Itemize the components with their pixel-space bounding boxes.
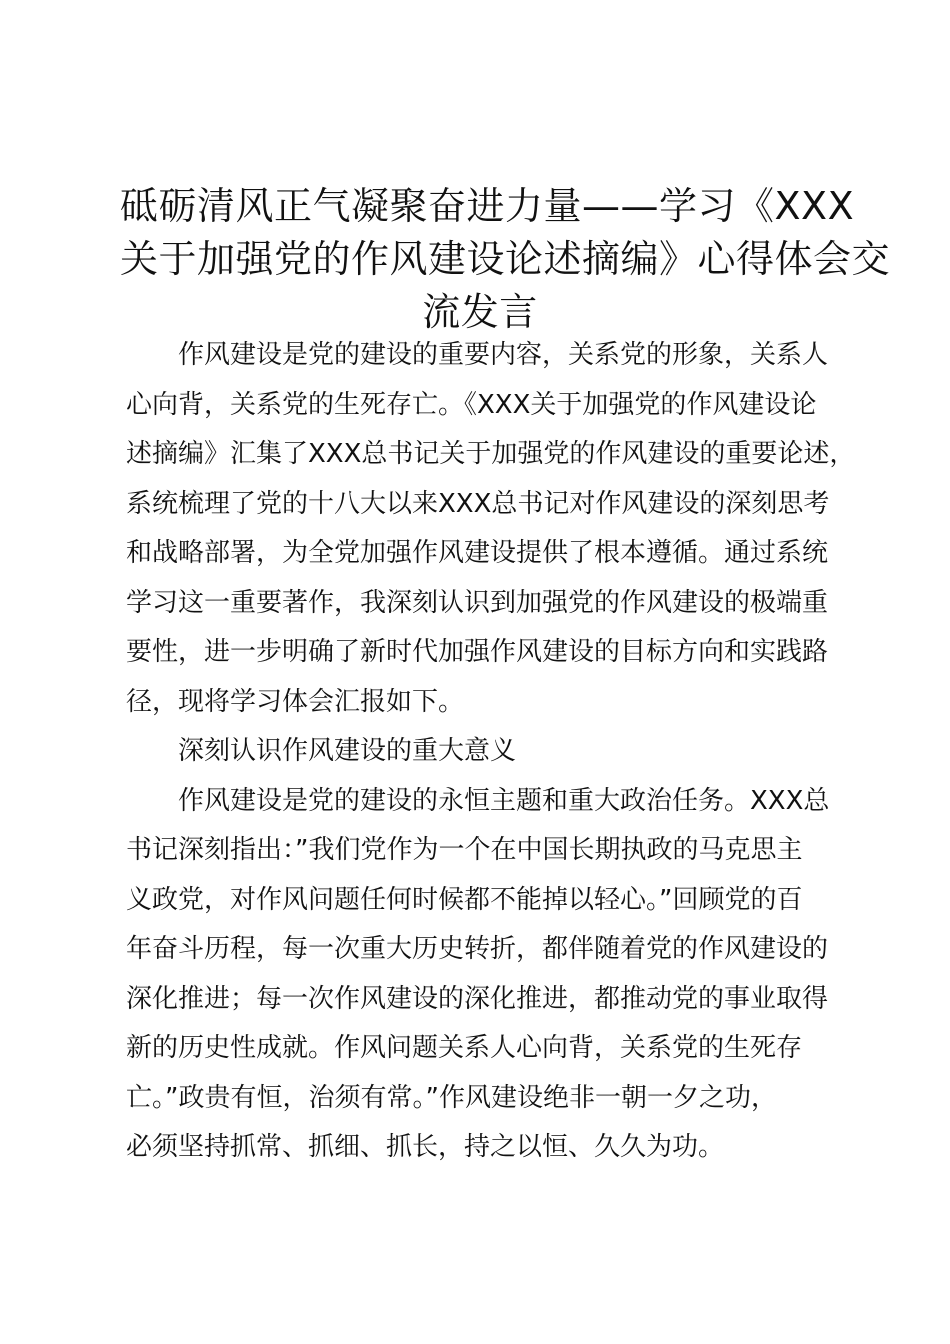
paragraph-line: 义政党，对作风问题任何时候都不能掉以轻心。”回顾党的百 (126, 884, 803, 915)
paragraph-line: 径，现将学习体会汇报如下。 (126, 686, 465, 717)
paragraph-line: 亡。”政贵有恒，治须有常。”作风建设绝非一朝一夕之功， (126, 1082, 777, 1113)
paragraph-line: 年奋斗历程，每一次重大历史转折，都伴随着党的作风建设的 (126, 934, 829, 964)
paragraph-line: 新的历史性成就。作风问题关系人心向背，关系党的生死存 (126, 1033, 803, 1063)
title-line: 流发言 (422, 290, 538, 334)
paragraph-line: 深化推进；每一次作风建设的深化推进，都推动党的事业取得 (126, 983, 829, 1014)
paragraph-line: 和战略部署，为全党加强作风建设提供了根本遵循。通过系统 (126, 538, 829, 568)
paragraph-line: 系统梳理了党的十八大以来XXX总书记对作风建设的深刻思考 (126, 488, 830, 519)
paragraph-line: 书记深刻指出：”我们党作为一个在中国长期执政的马克思主 (126, 835, 803, 865)
paragraph-line: 心向背，关系党的生死存亡。《XXX关于加强党的作风建设论 (126, 389, 817, 420)
document-title (120, 180, 891, 339)
paragraph-line: 必须坚持抓常、抓细、抓长，持之以恒、久久为功。 (126, 1132, 725, 1162)
title-line: 砥砺清风正气凝聚奋进力量——学习《XXX (120, 184, 855, 228)
paragraph-line: 学习这一重要著作，我深刻认识到加强党的作风建设的极端重 (126, 587, 829, 618)
paragraph-line: 述摘编》汇集了XXX总书记关于加强党的作风建设的重要论述， (126, 439, 856, 469)
paragraph-line: 要性，进一步明确了新时代加强作风建设的目标方向和实践路 (126, 637, 829, 667)
paragraph-line: 作风建设是党的建设的重要内容，关系党的形象，关系人 (178, 340, 829, 370)
section-heading: 深刻认识作风建设的重大意义 (178, 736, 517, 766)
paragraph-line: 作风建设是党的建设的永恒主题和重大政治任务。XXX总 (178, 785, 830, 816)
title-line: 关于加强党的作风建设论述摘编》心得体会交 (120, 237, 891, 281)
document-body (126, 331, 856, 1173)
